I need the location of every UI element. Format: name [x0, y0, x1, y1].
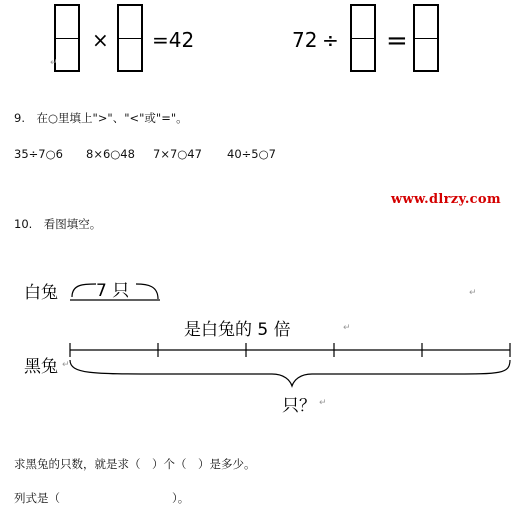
question-text: 求黑兔的只数，就是求（ ）个（ ）是多少。: [14, 457, 256, 471]
paragraph-mark: ↵: [62, 360, 70, 370]
site-watermark: www.dlrzy.com: [391, 192, 501, 207]
divide-sign: ÷: [322, 28, 339, 52]
black-rabbit-brace: [70, 360, 510, 386]
white-rabbit-count: 7 只: [96, 281, 130, 301]
paragraph-mark: ↵: [343, 323, 351, 333]
multiple-label: 是白兔的 5 倍: [184, 320, 291, 340]
answer-box-1[interactable]: [54, 4, 80, 72]
formula-prefix: 列式是（: [14, 491, 60, 505]
question-10-title: 10. 看图填空。: [14, 217, 102, 231]
paragraph-mark: ↵: [319, 398, 327, 408]
equals-sign: =: [386, 26, 408, 56]
white-rabbit-label: 白兔: [24, 283, 58, 303]
compare-item: 8×6○48: [86, 147, 135, 161]
paragraph-mark: ↵: [469, 288, 477, 298]
answer-box-4[interactable]: [413, 4, 439, 72]
equation-result: =42: [152, 28, 195, 52]
unknown-count: 只？: [282, 396, 316, 416]
formula-answer-blank[interactable]: [70, 488, 170, 504]
question-9-title: 9. 在○里填上">"、"<"或"="。: [14, 111, 188, 125]
paragraph-mark: ↵: [50, 58, 58, 68]
compare-item: 40÷5○7: [227, 147, 276, 161]
black-rabbit-label: 黑兔: [24, 357, 58, 377]
times-sign: ×: [92, 28, 109, 52]
answer-box-3[interactable]: [350, 4, 376, 72]
white-rabbit-brace-right: [136, 284, 158, 299]
dividend: 72: [292, 28, 318, 52]
formula-suffix: ）。: [172, 491, 190, 505]
white-rabbit-brace: [72, 284, 96, 297]
compare-item: 7×7○47: [153, 147, 202, 161]
answer-box-2[interactable]: [117, 4, 143, 72]
compare-item: 35÷7○6: [14, 147, 63, 161]
